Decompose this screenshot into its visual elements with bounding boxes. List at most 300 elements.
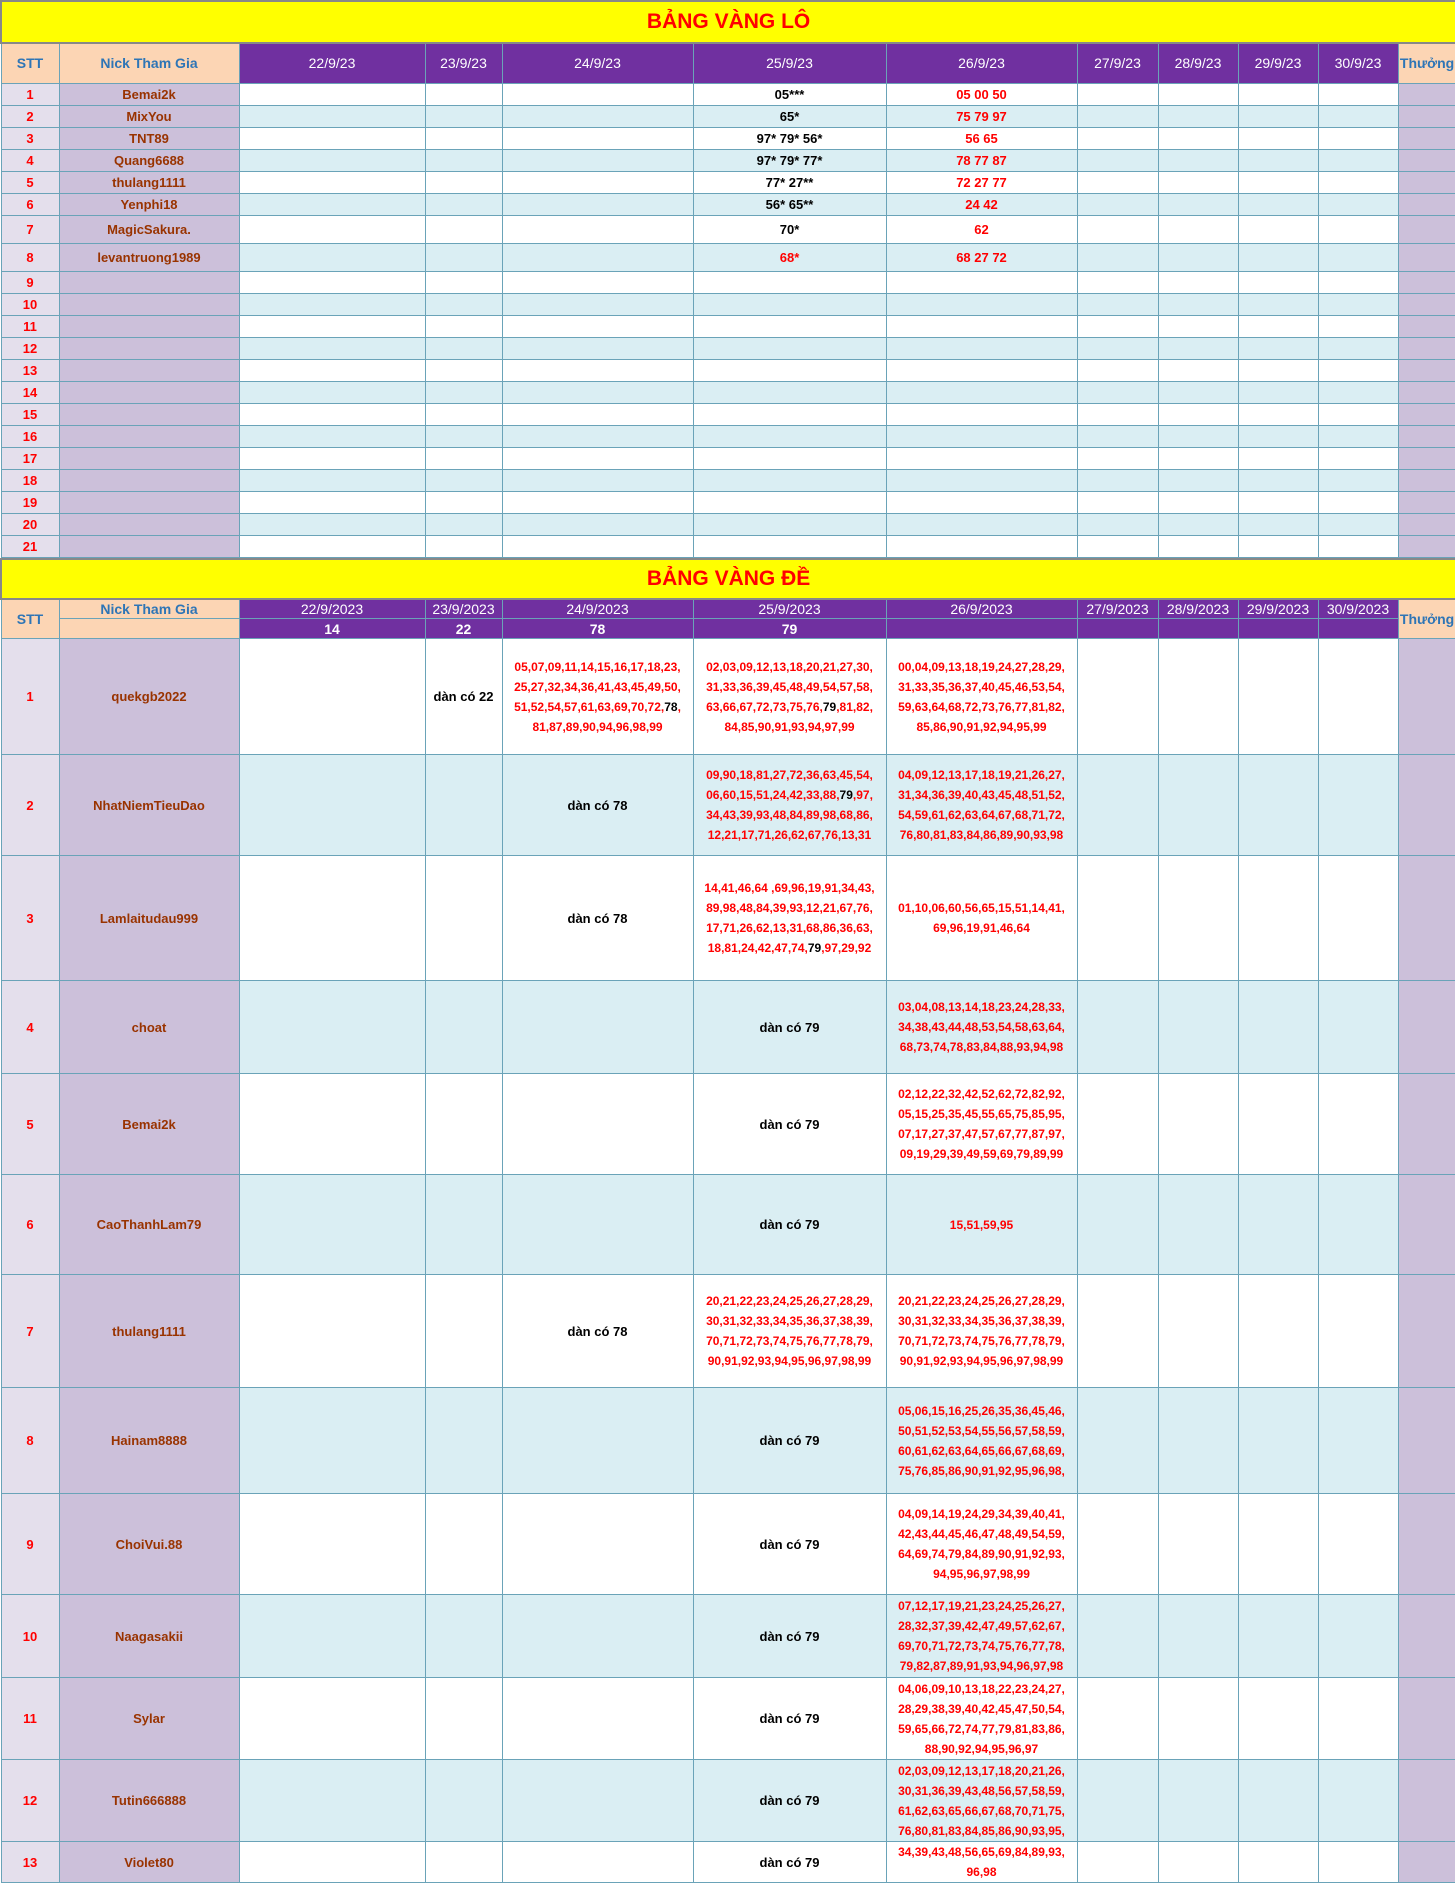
lo-cell-26: 72 27 77 xyxy=(886,171,1077,193)
lo-cell xyxy=(1238,83,1318,105)
number-line: 75,76,85,86,90,91,92,95,96,98, xyxy=(898,1463,1065,1478)
de-stt: 3 xyxy=(1,856,59,981)
lo-cell xyxy=(425,469,502,491)
de-note-d24: dàn có 78 xyxy=(502,1275,693,1388)
de-stt: 13 xyxy=(1,1842,59,1883)
lo-cell xyxy=(239,403,425,425)
lo-cell xyxy=(886,403,1077,425)
lo-cell xyxy=(239,127,425,149)
lo-cell xyxy=(1238,447,1318,469)
lo-header-nick: Nick Tham Gia xyxy=(59,43,239,83)
de-row xyxy=(1,755,1455,856)
highlight-number: 79 xyxy=(807,941,822,955)
lo-cell xyxy=(1318,105,1398,127)
number-line: 20,21,22,23,24,25,26,27,28,29, xyxy=(706,1294,873,1308)
de-nick: Naagasakii xyxy=(59,1595,239,1678)
lo-cell xyxy=(239,83,425,105)
de-cell xyxy=(425,856,502,981)
lo-cell xyxy=(1318,491,1398,513)
lo-table xyxy=(0,0,1455,558)
de-row xyxy=(1,1074,1455,1175)
lo-header-date: 26/9/23 xyxy=(886,43,1077,83)
de-stt: 2 xyxy=(1,755,59,856)
lo-nick: Bemai2k xyxy=(59,83,239,105)
lo-cell xyxy=(1158,469,1238,491)
lo-cell-25: 56* 65** xyxy=(693,193,886,215)
lo-nick xyxy=(59,425,239,447)
de-header-stt: STT xyxy=(1,599,59,639)
de-cell xyxy=(239,1175,425,1275)
number-line: 54,59,61,62,63,64,67,68,71,72, xyxy=(898,808,1065,822)
lo-cell xyxy=(1077,425,1158,447)
number-line: 28,29,38,39,40,42,45,47,50,54, xyxy=(898,1701,1065,1716)
number-line: 05,15,25,35,45,55,65,75,85,95, xyxy=(898,1107,1065,1121)
number-line: 05,06,15,16,25,26,35,36,45,46, xyxy=(898,1403,1065,1418)
lo-cell xyxy=(502,359,693,381)
lo-stt: 18 xyxy=(1,469,59,491)
de-note-d23: dàn có 22 xyxy=(425,639,502,755)
de-result: 22 xyxy=(425,619,502,639)
number-line: 15,51,59,95 xyxy=(949,1217,1014,1232)
number-line: 09,19,29,39,49,59,69,79,89,99 xyxy=(899,1147,1064,1161)
de-cell xyxy=(425,1275,502,1388)
de-stt: 10 xyxy=(1,1595,59,1678)
lo-cell xyxy=(693,337,886,359)
lo-cell xyxy=(1158,105,1238,127)
de-note-d25: dàn có 79 xyxy=(693,1678,886,1760)
de-numbers-d26 xyxy=(886,1595,1077,1678)
lo-cell xyxy=(693,447,886,469)
lo-cell xyxy=(502,243,693,271)
de-cell xyxy=(502,1678,693,1760)
de-row xyxy=(1,981,1455,1074)
de-note-d25: dàn có 79 xyxy=(693,1388,886,1494)
de-header-date: 29/9/2023 xyxy=(1238,599,1318,619)
number-line: 04,09,14,19,24,29,34,39,40,41, xyxy=(898,1507,1065,1521)
lo-cell xyxy=(886,513,1077,535)
de-cell xyxy=(1238,1595,1318,1678)
lo-cell xyxy=(425,535,502,557)
number-line: 68,73,74,78,83,84,88,93,94,98 xyxy=(899,1040,1064,1054)
lo-stt: 14 xyxy=(1,381,59,403)
de-cell xyxy=(1318,1842,1398,1883)
de-cell xyxy=(239,1595,425,1678)
lo-row xyxy=(1,193,1455,215)
de-result xyxy=(1238,619,1318,639)
de-numbers-d26 xyxy=(886,1074,1077,1175)
lo-nick: thulang1111 xyxy=(59,171,239,193)
de-header-nick: Nick Tham Gia xyxy=(59,599,239,619)
lo-cell xyxy=(1077,105,1158,127)
lo-cell xyxy=(1158,193,1238,215)
de-table xyxy=(0,558,1455,1884)
lo-cell xyxy=(425,381,502,403)
de-row xyxy=(1,1595,1455,1678)
lo-cell xyxy=(1158,359,1238,381)
number-line: 96,98 xyxy=(966,1865,997,1879)
de-cell xyxy=(1158,1494,1238,1595)
lo-cell xyxy=(1158,315,1238,337)
lo-cell xyxy=(425,293,502,315)
de-result: 78 xyxy=(502,619,693,639)
lo-cell xyxy=(1077,447,1158,469)
lo-cell xyxy=(425,359,502,381)
lo-cell xyxy=(693,535,886,557)
lo-cell xyxy=(693,425,886,447)
de-cell xyxy=(502,1175,693,1275)
de-cell xyxy=(1077,639,1158,755)
number-line: 14,41,46,64 ,69,96,19,91,34,43, xyxy=(704,881,875,895)
lo-cell-25: 97* 79* 77* xyxy=(693,149,886,171)
de-cell xyxy=(1158,1678,1238,1760)
lo-cell xyxy=(1077,271,1158,293)
lo-stt: 16 xyxy=(1,425,59,447)
de-numbers-d25 xyxy=(693,856,886,981)
number-line: 81,87,89,90,94,96,98,99 xyxy=(532,719,663,734)
de-cell xyxy=(239,981,425,1074)
de-numbers-d25 xyxy=(693,639,886,755)
number-line: 03,04,08,13,14,18,23,24,28,33, xyxy=(898,1000,1065,1014)
lo-cell-26: 68 27 72 xyxy=(886,243,1077,271)
lo-cell xyxy=(1238,491,1318,513)
de-cell xyxy=(1077,1678,1158,1760)
de-nick: NhatNiemTieuDao xyxy=(59,755,239,856)
lo-nick xyxy=(59,491,239,513)
de-cell xyxy=(239,1678,425,1760)
de-row xyxy=(1,639,1455,755)
de-header-thuong: Thưởng xyxy=(1398,599,1455,639)
number-line: 59,63,64,68,72,73,76,77,81,82, xyxy=(898,699,1065,714)
lo-cell xyxy=(239,293,425,315)
de-thuong xyxy=(1398,1842,1455,1883)
lo-cell-25: 05*** xyxy=(693,83,886,105)
lo-cell xyxy=(886,293,1077,315)
lo-row xyxy=(1,403,1455,425)
lo-cell xyxy=(425,127,502,149)
de-note-d25: dàn có 79 xyxy=(693,1175,886,1275)
lo-cell xyxy=(1077,315,1158,337)
lo-stt: 13 xyxy=(1,359,59,381)
lo-cell xyxy=(1077,359,1158,381)
de-cell xyxy=(502,1074,693,1175)
lo-cell-25: 97* 79* 56* xyxy=(693,127,886,149)
lo-title: BẢNG VÀNG LÔ xyxy=(1,1,1455,43)
de-thuong xyxy=(1398,981,1455,1074)
de-cell xyxy=(502,981,693,1074)
de-result: 79 xyxy=(693,619,886,639)
lo-row xyxy=(1,271,1455,293)
lo-nick xyxy=(59,513,239,535)
lo-cell xyxy=(425,193,502,215)
lo-thuong xyxy=(1398,359,1455,381)
lo-row xyxy=(1,149,1455,171)
de-cell xyxy=(1158,755,1238,856)
de-cell xyxy=(1238,1842,1318,1883)
de-cell xyxy=(1318,639,1398,755)
lo-thuong xyxy=(1398,293,1455,315)
lo-stt: 12 xyxy=(1,337,59,359)
lo-cell xyxy=(1318,535,1398,557)
lo-nick xyxy=(59,447,239,469)
lo-stt: 17 xyxy=(1,447,59,469)
lo-cell xyxy=(502,535,693,557)
lo-cell xyxy=(502,193,693,215)
lo-header-date: 30/9/23 xyxy=(1318,43,1398,83)
de-cell xyxy=(239,1388,425,1494)
lo-cell xyxy=(1158,425,1238,447)
de-cell xyxy=(1077,981,1158,1074)
de-cell xyxy=(1238,1388,1318,1494)
number-line: 69,70,71,72,73,74,75,76,77,78, xyxy=(898,1639,1065,1653)
de-cell xyxy=(425,1074,502,1175)
number-line: ,81,82, xyxy=(836,699,873,714)
de-cell xyxy=(502,1388,693,1494)
de-cell xyxy=(502,1494,693,1595)
lo-cell xyxy=(502,105,693,127)
de-result xyxy=(1077,619,1158,639)
lo-cell xyxy=(425,337,502,359)
lo-cell xyxy=(502,381,693,403)
de-numbers-d26 xyxy=(886,1388,1077,1494)
lo-cell xyxy=(1158,535,1238,557)
lo-cell-25: 77* 27** xyxy=(693,171,886,193)
number-line: 88,90,92,94,95,96,97 xyxy=(924,1741,1039,1756)
lo-thuong xyxy=(1398,425,1455,447)
lo-cell xyxy=(502,293,693,315)
lo-row xyxy=(1,243,1455,271)
lo-thuong xyxy=(1398,149,1455,171)
lo-cell xyxy=(239,447,425,469)
de-cell xyxy=(239,755,425,856)
lo-cell xyxy=(1318,513,1398,535)
lo-thuong xyxy=(1398,535,1455,557)
de-numbers-d25 xyxy=(693,755,886,856)
lo-cell-26: 56 65 xyxy=(886,127,1077,149)
de-nick: Bemai2k xyxy=(59,1074,239,1175)
de-row xyxy=(1,1678,1455,1760)
number-line: 42,43,44,45,46,47,48,49,54,59, xyxy=(898,1527,1065,1541)
lo-cell xyxy=(1077,83,1158,105)
de-note-d24: dàn có 78 xyxy=(502,856,693,981)
lo-thuong xyxy=(1398,381,1455,403)
lo-row xyxy=(1,315,1455,337)
lo-cell xyxy=(1238,243,1318,271)
lo-cell xyxy=(1318,381,1398,403)
number-line: 06,60,15,51,24,42,33,88, xyxy=(706,788,840,802)
lo-cell xyxy=(693,469,886,491)
de-cell xyxy=(239,1842,425,1883)
de-nick: CaoThanhLam79 xyxy=(59,1175,239,1275)
lo-cell xyxy=(1238,127,1318,149)
de-note-d25: dàn có 79 xyxy=(693,1842,886,1883)
lo-row xyxy=(1,337,1455,359)
lo-stt: 19 xyxy=(1,491,59,513)
de-cell xyxy=(1318,1074,1398,1175)
lo-nick xyxy=(59,403,239,425)
lo-header-date: 24/9/23 xyxy=(502,43,693,83)
de-row xyxy=(1,1494,1455,1595)
de-cell xyxy=(1318,1494,1398,1595)
lo-cell xyxy=(1318,469,1398,491)
lo-cell xyxy=(239,359,425,381)
lo-cell xyxy=(1158,215,1238,243)
lo-cell xyxy=(425,83,502,105)
lo-nick: Quang6688 xyxy=(59,149,239,171)
lo-row xyxy=(1,293,1455,315)
number-line: 79,82,87,89,91,93,94,96,97,98 xyxy=(899,1659,1064,1673)
de-cell xyxy=(425,1595,502,1678)
lo-stt: 7 xyxy=(1,215,59,243)
lo-cell xyxy=(425,425,502,447)
de-thuong xyxy=(1398,639,1455,755)
de-cell xyxy=(239,1275,425,1388)
lo-cell xyxy=(502,425,693,447)
de-numbers-d26 xyxy=(886,1494,1077,1595)
de-header-date: 28/9/2023 xyxy=(1158,599,1238,619)
lo-cell xyxy=(502,337,693,359)
lo-nick: MagicSakura. xyxy=(59,215,239,243)
number-line: 61,62,63,65,66,67,68,70,71,75, xyxy=(898,1803,1065,1818)
lo-cell xyxy=(886,425,1077,447)
de-cell xyxy=(1158,1275,1238,1388)
de-header-date: 26/9/2023 xyxy=(886,599,1077,619)
lo-cell xyxy=(1238,149,1318,171)
lo-stt: 3 xyxy=(1,127,59,149)
lo-cell xyxy=(1077,491,1158,513)
lo-cell xyxy=(1318,243,1398,271)
de-cell xyxy=(1318,1760,1398,1842)
lo-row xyxy=(1,215,1455,243)
lo-nick xyxy=(59,271,239,293)
lo-header-date: 27/9/23 xyxy=(1077,43,1158,83)
lo-cell xyxy=(886,469,1077,491)
lo-cell xyxy=(239,271,425,293)
de-numbers-d26 xyxy=(886,1842,1077,1883)
lo-cell xyxy=(1318,403,1398,425)
lo-cell xyxy=(502,149,693,171)
lo-stt: 21 xyxy=(1,535,59,557)
de-cell xyxy=(1158,856,1238,981)
number-line: , xyxy=(677,699,681,714)
number-line: 02,03,09,12,13,18,20,21,27,30, xyxy=(706,659,873,674)
lo-thuong xyxy=(1398,215,1455,243)
de-cell xyxy=(239,1494,425,1595)
lo-thuong xyxy=(1398,403,1455,425)
lo-row xyxy=(1,469,1455,491)
de-numbers-d26 xyxy=(886,856,1077,981)
lo-header-stt: STT xyxy=(1,43,59,83)
lo-cell xyxy=(1238,193,1318,215)
lo-cell xyxy=(239,105,425,127)
lo-thuong xyxy=(1398,171,1455,193)
lo-cell xyxy=(425,243,502,271)
number-line: 63,66,67,72,73,75,76, xyxy=(706,699,823,714)
lo-cell xyxy=(886,381,1077,403)
lo-cell xyxy=(1077,381,1158,403)
lo-cell xyxy=(1238,293,1318,315)
number-line: 59,65,66,72,74,77,79,81,83,86, xyxy=(898,1721,1065,1736)
de-stt: 6 xyxy=(1,1175,59,1275)
lo-cell xyxy=(425,149,502,171)
lo-stt: 1 xyxy=(1,83,59,105)
lo-stt: 6 xyxy=(1,193,59,215)
de-header-date: 24/9/2023 xyxy=(502,599,693,619)
de-header-date: 27/9/2023 xyxy=(1077,599,1158,619)
de-cell xyxy=(1077,856,1158,981)
lo-cell xyxy=(693,293,886,315)
number-line: 18,81,24,42,47,74, xyxy=(707,941,808,955)
lo-cell xyxy=(1318,315,1398,337)
lo-cell xyxy=(1077,171,1158,193)
number-line: 60,61,62,63,64,65,66,67,68,69, xyxy=(898,1443,1065,1458)
de-thuong xyxy=(1398,1494,1455,1595)
lo-thuong xyxy=(1398,469,1455,491)
number-line: 07,17,27,37,47,57,67,77,87,97, xyxy=(898,1127,1065,1141)
de-thuong xyxy=(1398,1388,1455,1494)
de-result xyxy=(886,619,1077,639)
lo-stt: 20 xyxy=(1,513,59,535)
lo-cell xyxy=(1318,193,1398,215)
lo-cell xyxy=(886,337,1077,359)
de-cell xyxy=(425,1760,502,1842)
number-line: 90,91,92,93,94,95,96,97,98,99 xyxy=(899,1354,1064,1368)
lo-cell xyxy=(886,271,1077,293)
de-cell xyxy=(1077,1494,1158,1595)
de-result xyxy=(1318,619,1398,639)
de-cell xyxy=(1077,1760,1158,1842)
number-line: 02,03,09,12,13,17,18,20,21,26, xyxy=(898,1763,1065,1778)
number-line: 70,71,72,73,74,75,76,77,78,79, xyxy=(898,1334,1065,1348)
de-cell xyxy=(1158,1388,1238,1494)
de-cell xyxy=(1318,981,1398,1074)
de-cell xyxy=(1238,639,1318,755)
de-stt: 5 xyxy=(1,1074,59,1175)
lo-cell xyxy=(239,315,425,337)
lo-cell-25: 65* xyxy=(693,105,886,127)
lo-cell xyxy=(1158,337,1238,359)
lo-cell xyxy=(886,491,1077,513)
lo-cell xyxy=(239,469,425,491)
lo-cell xyxy=(502,271,693,293)
lo-nick: levantruong1989 xyxy=(59,243,239,271)
number-line: 70,71,72,73,74,75,76,77,78,79, xyxy=(706,1334,873,1348)
number-line: 12,21,17,71,26,62,67,76,13,31 xyxy=(707,828,872,842)
de-cell xyxy=(1077,1175,1158,1275)
lo-nick: MixYou xyxy=(59,105,239,127)
de-cell xyxy=(239,1760,425,1842)
lo-cell xyxy=(1238,359,1318,381)
lo-cell xyxy=(425,447,502,469)
de-cell xyxy=(425,1388,502,1494)
lo-cell xyxy=(1238,315,1318,337)
de-cell xyxy=(425,1678,502,1760)
lo-cell xyxy=(239,535,425,557)
de-numbers-d25 xyxy=(693,1275,886,1388)
lo-cell xyxy=(1318,359,1398,381)
number-line: 25,27,32,34,36,41,43,45,49,50, xyxy=(514,679,681,694)
lo-nick xyxy=(59,315,239,337)
lo-cell xyxy=(502,215,693,243)
lo-cell xyxy=(502,403,693,425)
lo-cell xyxy=(1158,513,1238,535)
de-cell xyxy=(1238,1074,1318,1175)
lo-cell xyxy=(1158,127,1238,149)
de-nick: Sylar xyxy=(59,1678,239,1760)
lo-nick xyxy=(59,535,239,557)
de-numbers-d26 xyxy=(886,1275,1077,1388)
lo-stt: 2 xyxy=(1,105,59,127)
de-header-date: 22/9/2023 xyxy=(239,599,425,619)
